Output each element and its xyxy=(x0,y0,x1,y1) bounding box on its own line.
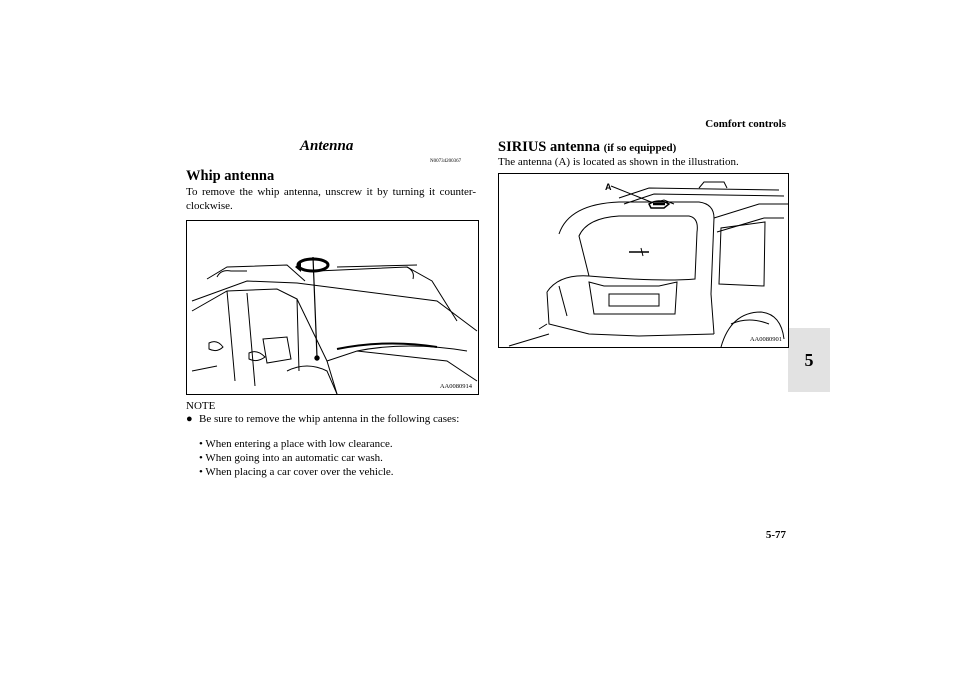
sirius-antenna-body: The antenna (A) is located as shown in the illustration. xyxy=(498,156,739,168)
sirius-antenna-heading xyxy=(498,139,676,156)
whip-antenna-figure xyxy=(186,220,479,395)
running-header: Comfort controls xyxy=(705,118,786,130)
sirius-heading-text: SIRIUS antenna xyxy=(498,139,600,155)
list-item: • When placing a car cover over the vehicle. xyxy=(199,466,394,478)
section-title: Antenna xyxy=(300,138,354,154)
whip-antenna-illustration xyxy=(187,221,478,394)
whip-antenna-body: To remove the whip antenna, unscrew it by turning it counter-clockwise. xyxy=(186,186,476,212)
note-bullet-text: Be sure to remove the whip antenna in the following cases: xyxy=(199,413,460,425)
whip-antenna-heading: Whip antenna xyxy=(186,168,275,184)
sirius-heading-suffix: (if so equipped) xyxy=(603,142,677,154)
sirius-antenna-figure xyxy=(498,173,789,348)
whip-antenna-figure-id: AA0080914 xyxy=(439,383,472,390)
antenna-callout-label: A xyxy=(605,182,612,192)
document-code: N00734200367 xyxy=(430,159,462,164)
list-item: • When entering a place with low clearance. xyxy=(199,438,393,450)
list-item: • When going into an automatic car wash. xyxy=(199,452,383,464)
note-label: NOTE xyxy=(186,400,216,412)
page-number: 5-77 xyxy=(765,529,786,541)
chapter-tab: 5 xyxy=(788,328,830,392)
note-list xyxy=(199,437,476,479)
sirius-antenna-illustration xyxy=(499,174,788,347)
sirius-antenna-figure-id: AA0080901 xyxy=(749,336,782,343)
note-bullet-icon: ● xyxy=(186,413,193,425)
